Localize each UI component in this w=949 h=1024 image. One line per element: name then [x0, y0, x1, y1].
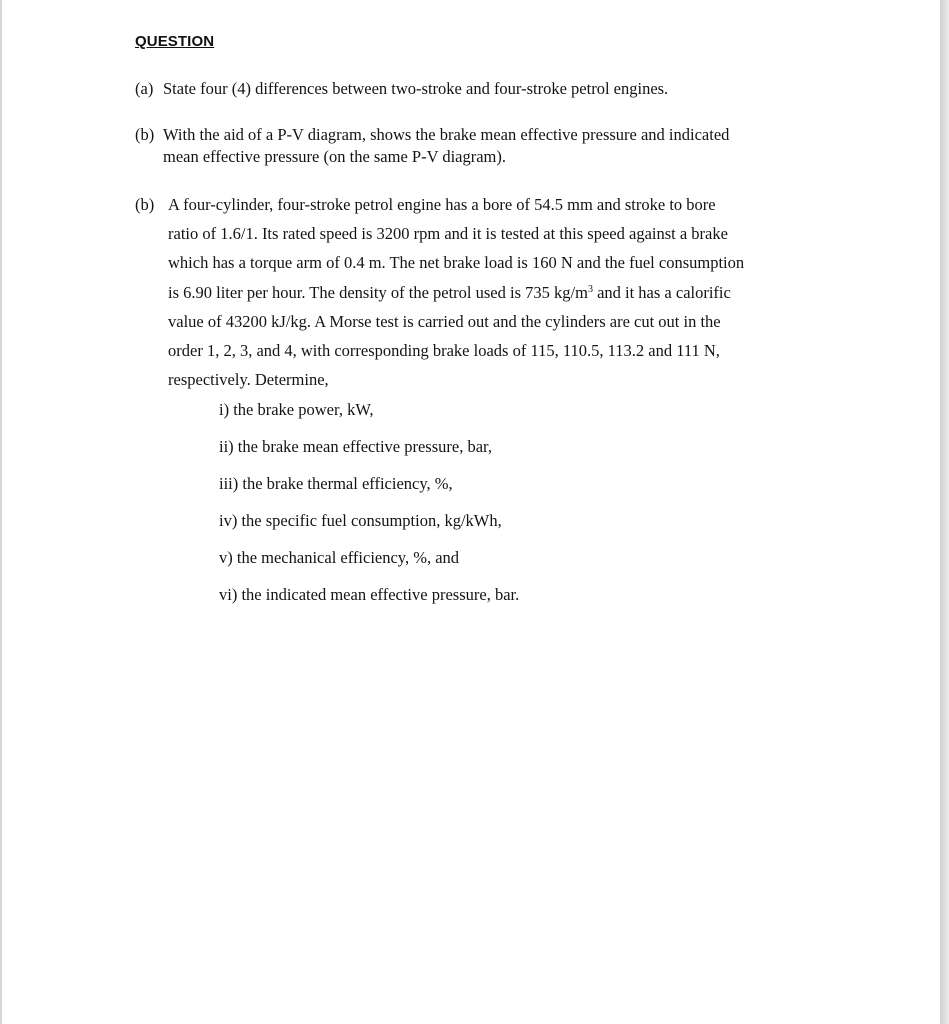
part-b-diagram-line: With the aid of a P-V diagram, shows the brake mean effective pressure and indicated: [163, 125, 730, 144]
sub-question-iii: iii) the brake thermal efficiency, %,: [219, 474, 453, 493]
part-b-diagram-line: mean effective pressure (on the same P-V diagram).: [163, 147, 507, 166]
sub-question-vi: vi) the indicated mean effective pressure, bar.: [219, 585, 520, 604]
part-b-calculation-label: (b): [135, 195, 155, 214]
sub-question-v: v) the mechanical efficiency, %, and: [219, 548, 460, 567]
problem-line: respectively. Determine,: [168, 370, 329, 389]
problem-line: order 1, 2, 3, and 4, with corresponding brake loads of 115, 110.5, 113.2 and 111 N,: [168, 341, 720, 360]
part-a-text: State four (4) differences between two-stroke and four-stroke petrol engines.: [163, 79, 669, 98]
problem-line-tail: and it has a calorific: [592, 283, 731, 302]
problem-line: [168, 282, 731, 304]
question-heading: QUESTION: [135, 33, 215, 50]
cubed-superscript: 3: [587, 284, 593, 295]
sub-question-ii: ii) the brake mean effective pressure, bar,: [219, 437, 492, 456]
part-b-diagram-label: (b): [135, 125, 155, 144]
problem-line: value of 43200 kJ/kg. A Morse test is carried out and the cylinders are cut out in the: [168, 312, 721, 331]
problem-line: A four-cylinder, four-stroke petrol engine has a bore of 54.5 mm and stroke to bore: [168, 195, 716, 214]
problem-line: which has a torque arm of 0.4 m. The net brake load is 160 N and the fuel consumption: [168, 253, 745, 272]
problem-line-text: is 6.90 liter per hour. The density of the petrol used is 735 kg/m: [168, 283, 588, 302]
sub-question-iv: iv) the specific fuel consumption, kg/kWh,: [219, 511, 502, 530]
sub-question-i: i) the brake power, kW,: [219, 400, 374, 419]
page-edge-shadow: [940, 0, 949, 1024]
part-a-label: (a): [135, 79, 154, 98]
problem-line: ratio of 1.6/1. Its rated speed is 3200 rpm and it is tested at this speed against a brake: [168, 224, 728, 243]
